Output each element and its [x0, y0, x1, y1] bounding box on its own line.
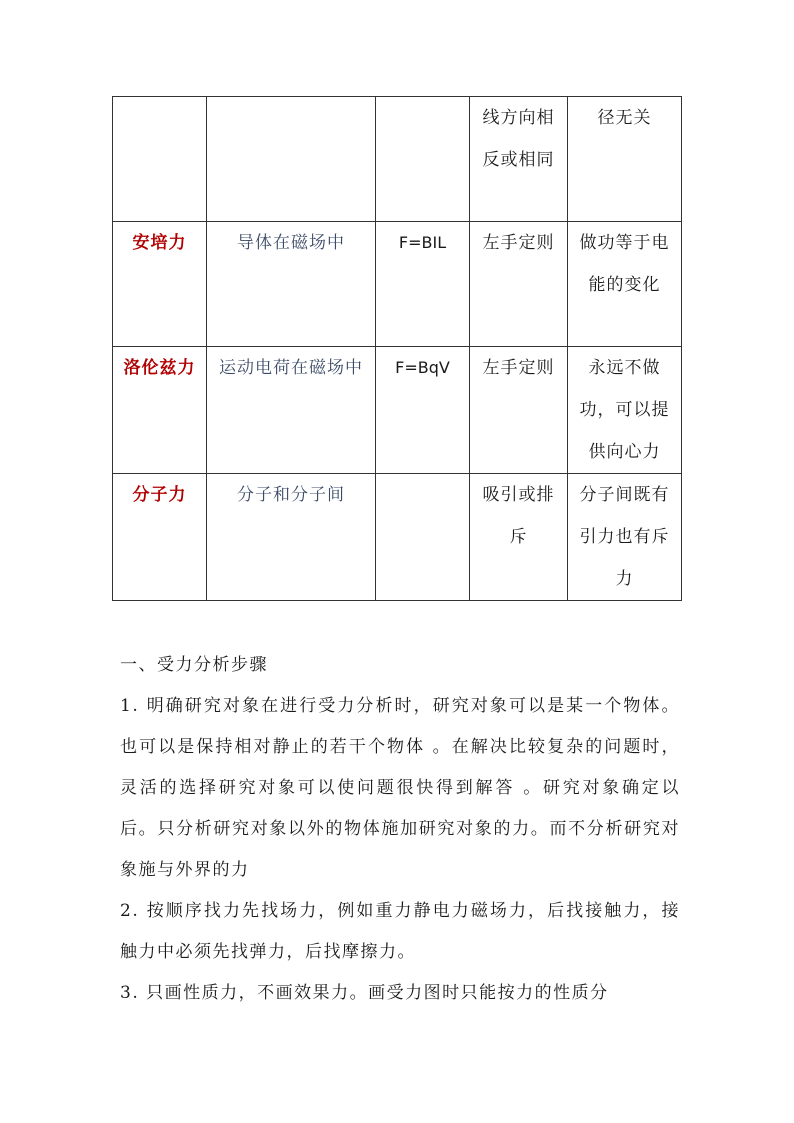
force-name-cell [113, 97, 207, 222]
force-name-cell: 安培力 [113, 222, 207, 347]
work-cell: 分子间既有引力也有斥力 [568, 474, 682, 601]
direction-cell: 线方向相反或相同 [470, 97, 568, 222]
table-row [113, 97, 682, 222]
condition-cell: 运动电荷在磁场中 [207, 347, 376, 474]
force-name-cell: 洛伦兹力 [113, 347, 207, 474]
formula-cell: F=BqV [376, 347, 470, 474]
body-text [120, 645, 680, 1014]
formula-cell [376, 474, 470, 601]
work-cell: 径无关 [568, 97, 682, 222]
condition-cell [207, 97, 376, 222]
table-row [113, 474, 682, 601]
paragraph: 1. 明确研究对象在进行受力分析时，研究对象可以是某一个物体。也可以是保持相对静止的若干个物体 。在解决比较复杂的问题时，灵活的选择研究对象可以使问题很快得到解答 。研究对象确定以后。只分析研究对象以外的物体施加研究对象的力。而不分析研究对象施与外界的力 [120, 696, 680, 880]
direction-cell: 左手定则 [470, 222, 568, 347]
formula-cell [376, 97, 470, 222]
direction-cell: 吸引或排斥 [470, 474, 568, 601]
table-row [113, 347, 682, 474]
formula-cell: F=BIL [376, 222, 470, 347]
table-row [113, 222, 682, 347]
force-name-cell: 分子力 [113, 474, 207, 601]
direction-cell: 左手定则 [470, 347, 568, 474]
work-cell: 做功等于电能的变化 [568, 222, 682, 347]
condition-cell: 分子和分子间 [207, 474, 376, 601]
condition-cell: 导体在磁场中 [207, 222, 376, 347]
paragraph: 2. 按顺序找力先找场力，例如重力静电力磁场力，后找接触力，接触力中必须先找弹力，后找摩擦力。 [120, 901, 680, 962]
paragraph: 3. 只画性质力，不画效果力。画受力图时只能按力的性质分 [120, 983, 609, 1003]
work-cell: 永远不做功，可以提供向心力 [568, 347, 682, 474]
force-comparison-table [112, 96, 682, 601]
section-heading: 一、受力分析步骤 [120, 655, 268, 675]
